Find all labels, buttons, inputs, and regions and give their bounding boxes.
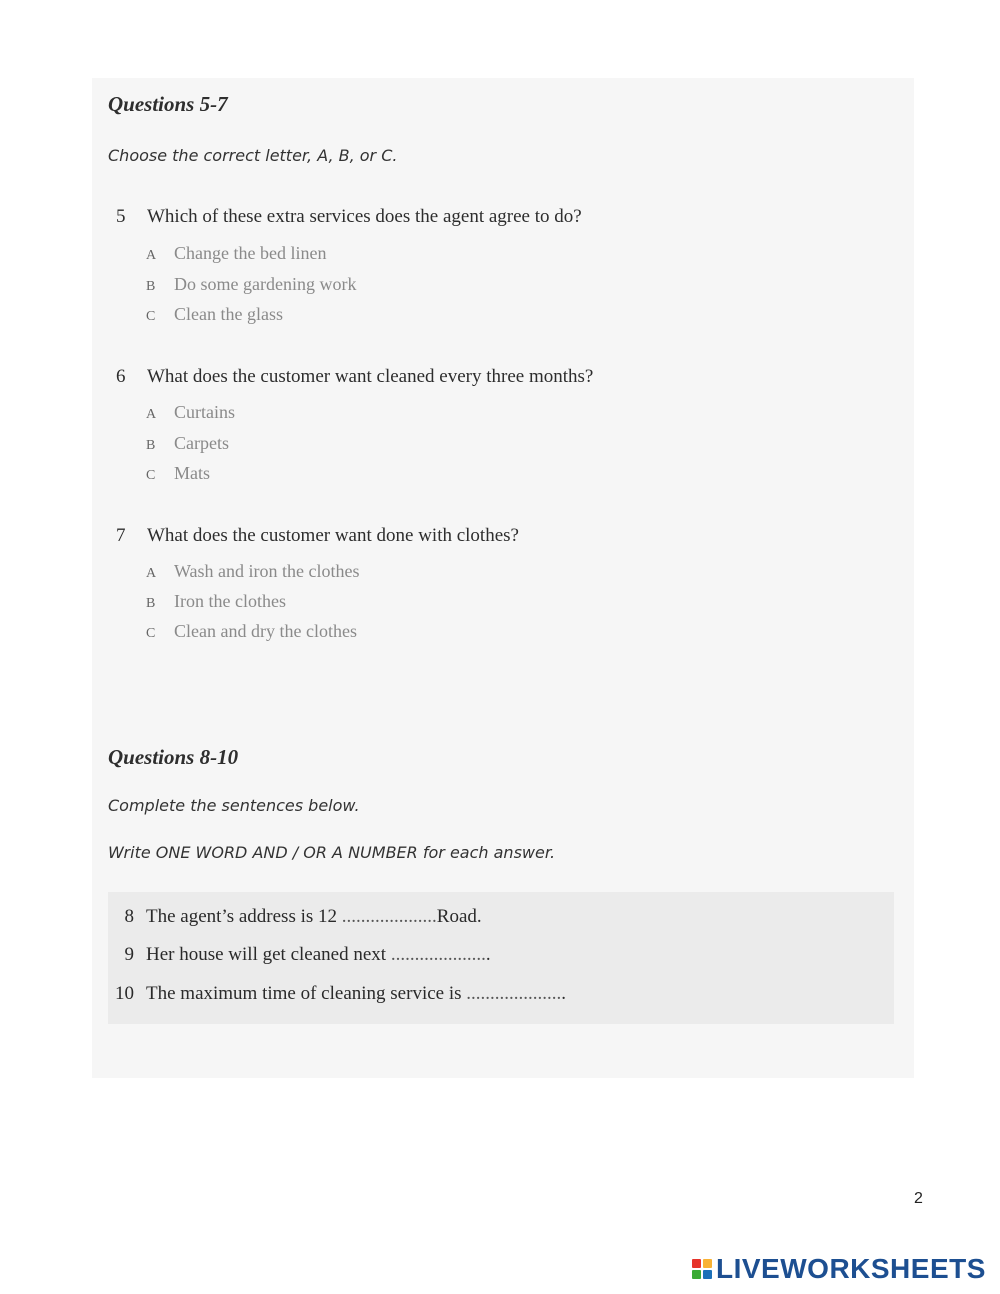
option-6b[interactable] [146,433,229,454]
option-7a[interactable] [146,561,360,582]
option-6c[interactable] [146,463,210,484]
option-letter: A [146,248,157,263]
section-instruction: Complete the sentences below. [108,796,360,815]
option-7c[interactable] [146,621,357,642]
option-letter: B [146,596,156,611]
sentence-number: 8 [124,906,134,927]
option-letter: B [146,438,156,453]
sentence-text-before: The agent’s address is 12 [146,906,338,927]
liveworksheets-icon [692,1259,712,1279]
section-heading-8-10: Questions 8-10 [108,745,239,769]
option-text: Iron the clothes [174,591,286,611]
option-text: Clean the glass [174,304,283,324]
question-text: What does the customer want cleaned every three months? [147,366,594,387]
option-text: Carpets [174,433,229,453]
option-5b[interactable] [146,274,356,295]
page-number: 2 [914,1190,923,1207]
question-text: What does the customer want done with clothes? [147,525,519,546]
option-letter: A [146,407,157,422]
answer-blank[interactable]: .................... [466,983,562,1004]
question-number: 6 [116,366,126,387]
option-text: Do some gardening work [174,274,357,294]
brand-name: LIVEWORKSHEETS [716,1253,986,1284]
option-letter: C [146,626,156,641]
sentence-number: 9 [124,944,134,965]
section-heading-5-7: Questions 5-7 [108,92,228,116]
question-number: 5 [116,206,126,227]
option-7b[interactable] [146,591,286,612]
question-7 [116,525,519,547]
section-instruction: Write ONE WORD AND / OR A NUMBER for each answer. [108,843,556,862]
question-6 [116,366,593,388]
option-text: Mats [174,463,210,483]
option-letter: C [146,468,156,483]
logo-square-blue [703,1270,712,1279]
option-text: Wash and iron the clothes [174,561,360,581]
option-letter: A [146,566,157,581]
sentence-9 [98,944,491,966]
logo-square-green [692,1270,701,1279]
option-text: Curtains [174,402,235,422]
sentence-number: 10 [115,983,134,1004]
option-5a[interactable] [146,243,326,264]
question-text: Which of these extra services does the agent agree to do? [147,206,582,227]
question-number: 7 [116,525,126,546]
option-text: Change the bed linen [174,243,327,263]
sentence-text-after: . [561,983,567,1004]
option-letter: C [146,309,156,324]
section-instruction: Choose the correct letter, A, B, or C. [108,146,398,165]
answer-blank[interactable]: .................... [341,906,437,927]
question-5 [116,206,582,228]
logo-square-red [692,1259,701,1268]
logo-square-yellow [703,1259,712,1268]
sentence-text-before: Her house will get cleaned next [146,944,387,965]
sentence-text-after: Road. [436,906,482,927]
liveworksheets-logo[interactable] [692,1253,986,1285]
option-letter: B [146,279,156,294]
sentence-text-before: The maximum time of cleaning service is [146,983,462,1004]
sentence-8 [108,906,482,928]
sentence-text-after: . [485,944,491,965]
option-text: Clean and dry the clothes [174,621,357,641]
option-5c[interactable] [146,304,283,325]
answer-blank[interactable]: .................... [390,944,486,965]
option-6a[interactable] [146,402,235,423]
sentence-10 [98,983,566,1005]
